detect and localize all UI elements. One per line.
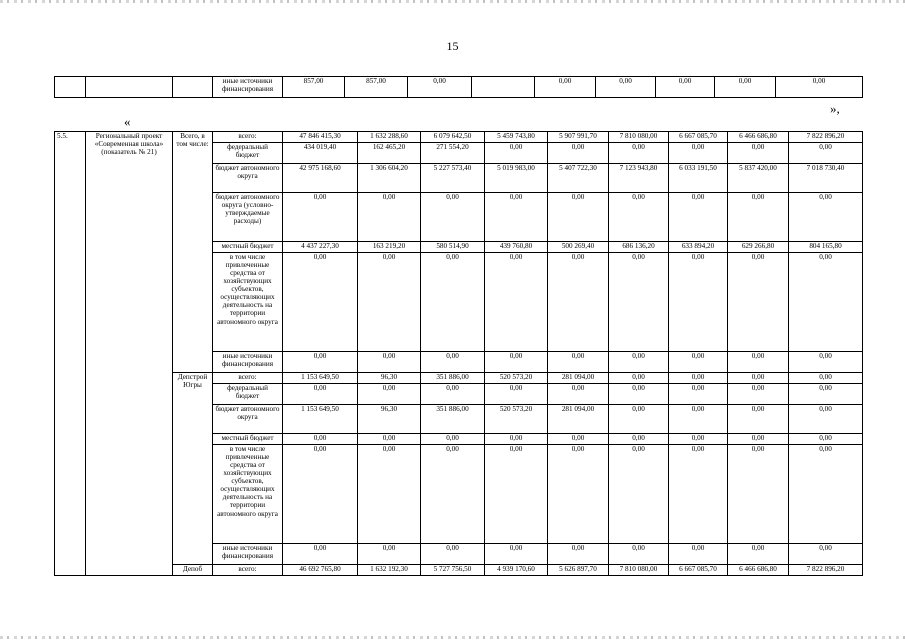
value-cell: 0,00: [669, 544, 728, 565]
value-cell: 6 667 085,70: [669, 132, 728, 143]
value-cell: 0,00: [728, 434, 789, 445]
value-cell: 281 094,00: [548, 373, 609, 384]
value-cell: 4 437 227,30: [283, 242, 358, 253]
value-cell: [472, 77, 535, 98]
value-cell: 1 632 192,30: [358, 565, 421, 576]
value-cell: 163 219,20: [358, 242, 421, 253]
value-cell: 0,00: [421, 352, 485, 373]
value-cell: 0,00: [548, 544, 609, 565]
value-cell: 0,00: [421, 384, 485, 405]
value-cell: 0,00: [609, 445, 669, 544]
value-cell: 0,00: [609, 434, 669, 445]
project-name-cell: Региональный проект «Современная школа» (показатель № 21): [86, 132, 173, 576]
value-cell: 271 554,20: [421, 143, 485, 164]
value-cell: 6 667 085,70: [669, 565, 728, 576]
source-cell: всего:: [213, 565, 283, 576]
value-cell: 0,00: [776, 77, 863, 98]
value-cell: 0,00: [609, 352, 669, 373]
value-cell: 0,00: [485, 384, 548, 405]
row-number-cell: 5.5.: [55, 132, 86, 576]
value-cell: 0,00: [728, 373, 789, 384]
value-cell: 520 573,20: [485, 373, 548, 384]
table-row: [55, 132, 863, 143]
value-cell: 7 822 896,20: [789, 132, 863, 143]
value-cell: 0,00: [548, 445, 609, 544]
value-cell: 0,00: [728, 193, 789, 242]
table-row: [55, 77, 863, 98]
value-cell: 0,00: [485, 253, 548, 352]
value-cell: 281 094,00: [548, 405, 609, 434]
source-cell: в том числе привлеченные средства от хозяйствующих субъектов, осуществляющих деятельность на территории автономного округа: [213, 253, 283, 352]
source-cell: в том числе привлеченные средства от хозяйствующих субъектов, осуществляющих деятельность на территории автономного округа: [213, 445, 283, 544]
value-cell: 0,00: [609, 544, 669, 565]
value-cell: 1 306 604,20: [358, 164, 421, 193]
value-cell: 0,00: [669, 373, 728, 384]
value-cell: 0,00: [421, 445, 485, 544]
value-cell: 0,00: [609, 373, 669, 384]
value-cell: 42 975 168,60: [283, 164, 358, 193]
value-cell: 0,00: [669, 434, 728, 445]
value-cell: 857,00: [283, 77, 345, 98]
value-cell: 0,00: [283, 434, 358, 445]
value-cell: 5 019 983,00: [485, 164, 548, 193]
value-cell: 0,00: [789, 544, 863, 565]
source-cell: бюджет автономного округа (условно-утверждаемые расходы): [213, 193, 283, 242]
source-cell: иные источники финансирования: [213, 77, 283, 98]
value-cell: 6 079 642,50: [421, 132, 485, 143]
value-cell: 0,00: [789, 384, 863, 405]
value-cell: 5 227 573,40: [421, 164, 485, 193]
value-cell: 0,00: [358, 434, 421, 445]
source-cell: федеральный бюджет: [213, 384, 283, 405]
value-cell: 633 894,20: [669, 242, 728, 253]
value-cell: 0,00: [789, 253, 863, 352]
value-cell: 629 266,80: [728, 242, 789, 253]
page-number: 15: [446, 39, 459, 53]
value-cell: 6 466 686,80: [728, 565, 789, 576]
value-cell: 0,00: [485, 193, 548, 242]
value-cell: 6 033 191,50: [669, 164, 728, 193]
value-cell: 0,00: [485, 544, 548, 565]
value-cell: 0,00: [421, 544, 485, 565]
value-cell: 0,00: [283, 352, 358, 373]
value-cell: 1 153 649,50: [283, 373, 358, 384]
value-cell: 520 573,20: [485, 405, 548, 434]
value-cell: 0,00: [669, 193, 728, 242]
value-cell: 6 466 686,80: [728, 132, 789, 143]
source-cell: иные источники финансирования: [213, 352, 283, 373]
source-cell: местный бюджет: [213, 434, 283, 445]
value-cell: 0,00: [609, 405, 669, 434]
value-cell: 5 407 722,30: [548, 164, 609, 193]
value-cell: 1 632 288,60: [358, 132, 421, 143]
value-cell: 0,00: [283, 544, 358, 565]
value-cell: 0,00: [596, 77, 656, 98]
value-cell: 96,30: [358, 373, 421, 384]
opening-quote: «: [124, 114, 131, 129]
value-cell: 686 136,20: [609, 242, 669, 253]
value-cell: 0,00: [609, 253, 669, 352]
value-cell: 0,00: [283, 253, 358, 352]
value-cell: 0,00: [728, 445, 789, 544]
value-cell: 0,00: [548, 352, 609, 373]
value-cell: 96,30: [358, 405, 421, 434]
value-cell: 351 886,00: [421, 405, 485, 434]
value-cell: 434 019,40: [283, 143, 358, 164]
value-cell: 0,00: [485, 445, 548, 544]
source-cell: федеральный бюджет: [213, 143, 283, 164]
value-cell: 857,00: [345, 77, 408, 98]
value-cell: 0,00: [669, 445, 728, 544]
value-cell: 46 692 765,80: [283, 565, 358, 576]
value-cell: 0,00: [789, 373, 863, 384]
value-cell: 0,00: [728, 544, 789, 565]
value-cell: 47 846 415,30: [283, 132, 358, 143]
source-cell: иные источники финансирования: [213, 544, 283, 565]
value-cell: 0,00: [421, 193, 485, 242]
value-cell: 500 269,40: [548, 242, 609, 253]
value-cell: 7 018 730,40: [789, 164, 863, 193]
value-cell: 0,00: [485, 434, 548, 445]
table-cell: [173, 77, 213, 98]
value-cell: 0,00: [728, 352, 789, 373]
value-cell: 4 939 170,60: [485, 565, 548, 576]
value-cell: 580 514,90: [421, 242, 485, 253]
value-cell: 0,00: [669, 384, 728, 405]
value-cell: 7 810 080,00: [609, 565, 669, 576]
value-cell: 0,00: [609, 384, 669, 405]
value-cell: 0,00: [358, 352, 421, 373]
value-cell: 1 153 649,50: [283, 405, 358, 434]
source-cell: всего:: [213, 373, 283, 384]
executor-cell: Депстрой Югры: [173, 373, 213, 565]
value-cell: 0,00: [789, 445, 863, 544]
value-cell: 0,00: [283, 445, 358, 544]
value-cell: 0,00: [358, 445, 421, 544]
value-cell: 0,00: [548, 384, 609, 405]
value-cell: 7 810 080,00: [609, 132, 669, 143]
source-cell: местный бюджет: [213, 242, 283, 253]
value-cell: 0,00: [283, 193, 358, 242]
closing-quote: »,: [830, 101, 840, 116]
value-cell: 0,00: [789, 193, 863, 242]
value-cell: 5 459 743,80: [485, 132, 548, 143]
value-cell: 0,00: [548, 434, 609, 445]
value-cell: 0,00: [728, 384, 789, 405]
scan-artifact-top: [0, 0, 905, 3]
value-cell: 0,00: [609, 143, 669, 164]
source-cell: бюджет автономного округа: [213, 405, 283, 434]
continuation-table: [54, 76, 863, 98]
value-cell: 0,00: [669, 352, 728, 373]
value-cell: 0,00: [609, 193, 669, 242]
executor-cell: Всего, в том числе:: [173, 132, 213, 373]
value-cell: 0,00: [421, 253, 485, 352]
value-cell: 0,00: [789, 352, 863, 373]
value-cell: 0,00: [485, 352, 548, 373]
value-cell: 0,00: [728, 405, 789, 434]
value-cell: 439 760,80: [485, 242, 548, 253]
value-cell: 0,00: [728, 253, 789, 352]
source-cell: всего:: [213, 132, 283, 143]
value-cell: 0,00: [548, 143, 609, 164]
value-cell: 0,00: [408, 77, 472, 98]
value-cell: 0,00: [548, 193, 609, 242]
value-cell: 351 886,00: [421, 373, 485, 384]
value-cell: 0,00: [669, 405, 728, 434]
scan-artifact-bottom: [0, 636, 905, 639]
value-cell: 0,00: [358, 193, 421, 242]
value-cell: 5 626 897,70: [548, 565, 609, 576]
value-cell: 0,00: [789, 434, 863, 445]
value-cell: 0,00: [485, 143, 548, 164]
value-cell: 0,00: [789, 405, 863, 434]
value-cell: 0,00: [728, 143, 789, 164]
value-cell: 0,00: [358, 544, 421, 565]
value-cell: 0,00: [548, 253, 609, 352]
value-cell: 0,00: [656, 77, 715, 98]
value-cell: 162 465,20: [358, 143, 421, 164]
value-cell: 0,00: [358, 253, 421, 352]
value-cell: 0,00: [421, 434, 485, 445]
value-cell: 5 837 420,00: [728, 164, 789, 193]
value-cell: 7 822 896,20: [789, 565, 863, 576]
value-cell: 0,00: [789, 143, 863, 164]
table-cell: [86, 77, 173, 98]
table-row: [55, 373, 863, 384]
value-cell: 0,00: [669, 143, 728, 164]
value-cell: 0,00: [535, 77, 596, 98]
value-cell: 0,00: [715, 77, 776, 98]
value-cell: 5 907 991,70: [548, 132, 609, 143]
value-cell: 0,00: [669, 253, 728, 352]
value-cell: 0,00: [283, 384, 358, 405]
value-cell: 7 123 943,80: [609, 164, 669, 193]
executor-cell: Депоб: [173, 565, 213, 576]
table-cell: [55, 77, 86, 98]
source-cell: бюджет автономного округа: [213, 164, 283, 193]
table-row: [55, 565, 863, 576]
financing-table: [54, 131, 863, 576]
value-cell: 804 165,80: [789, 242, 863, 253]
value-cell: 0,00: [358, 384, 421, 405]
value-cell: 5 727 756,50: [421, 565, 485, 576]
